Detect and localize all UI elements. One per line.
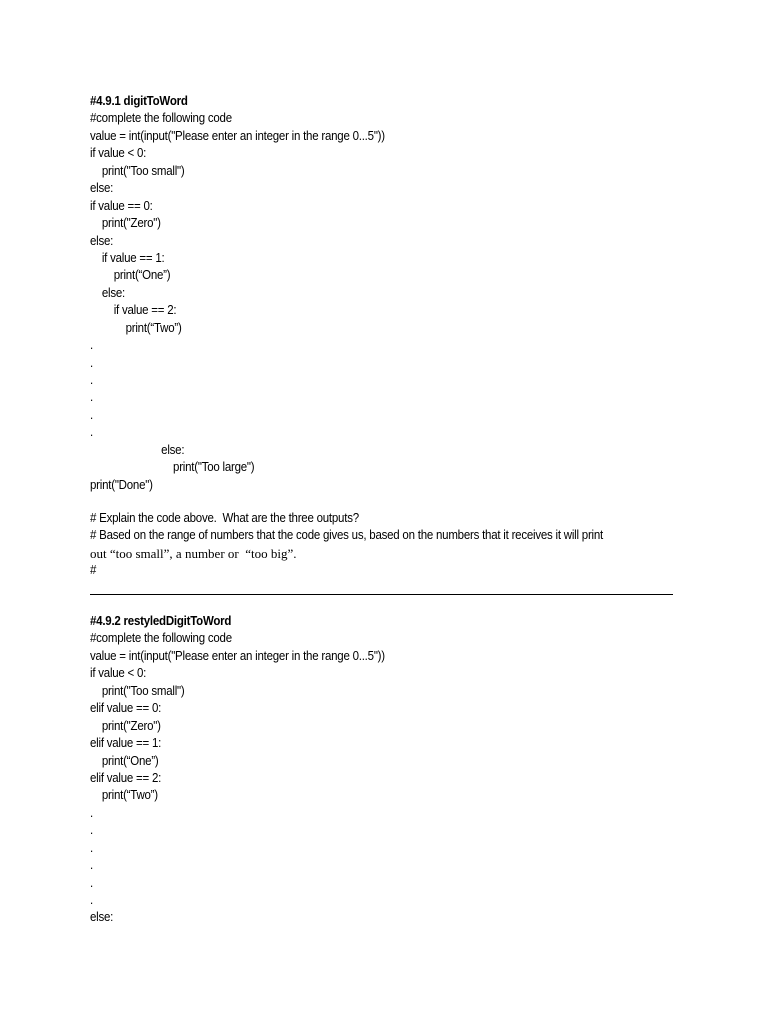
ellipsis-dot: .	[90, 823, 93, 838]
ellipsis-dot: .	[90, 373, 93, 387]
ellipsis-dot: .	[90, 407, 93, 422]
ellipsis-dot: .	[90, 893, 93, 907]
code-line: else:	[90, 910, 114, 925]
code-line: print(“One”)	[90, 753, 159, 768]
section-digit-to-word	[90, 93, 411, 494]
code-line: print(“Two”)	[90, 320, 182, 335]
ellipsis-dot: .	[90, 390, 93, 405]
code-line: print(“One”)	[90, 268, 171, 283]
code-line: if value == 1:	[90, 250, 165, 265]
explanation-answer-line: # Based on the range of numbers that the code gives us, based on the numbers that it receives it will print	[90, 528, 604, 543]
ellipsis-dot: .	[90, 840, 93, 855]
code-line: #complete the following code	[90, 111, 232, 126]
code-line: print("Zero")	[90, 216, 161, 231]
ellipsis-dot: .	[90, 805, 93, 820]
ellipsis-dot: .	[90, 355, 93, 370]
code-line: if value == 2:	[90, 303, 177, 318]
section-heading: #4.9.2 restyledDigitToWord	[90, 614, 232, 628]
code-line: if value < 0:	[90, 666, 147, 681]
horizontal-divider	[90, 594, 673, 595]
code-line: print("Too large")	[90, 460, 255, 475]
ellipsis-dot: .	[90, 875, 93, 890]
code-line: print(“Two”)	[90, 788, 158, 803]
code-line: else:	[90, 181, 114, 196]
code-line: else:	[90, 442, 185, 457]
code-line: else:	[90, 285, 126, 300]
code-line: if value == 0:	[90, 198, 153, 213]
code-line: print("Too small")	[90, 163, 185, 178]
code-line: print("Zero")	[90, 718, 161, 733]
code-line: elif value == 0:	[90, 701, 162, 716]
section-restyled-digit-to-word	[90, 613, 411, 927]
code-line: print("Done")	[90, 477, 153, 492]
code-line: #complete the following code	[90, 631, 232, 646]
code-line: value = int(input("Please enter an integer in the range 0...5"))	[90, 648, 385, 663]
code-line: elif value == 1:	[90, 736, 162, 751]
explanation-question: # Explain the code above. What are the three outputs?	[90, 511, 359, 525]
explanation-answer-line: out “too small”, a number or “too big”.	[90, 545, 297, 561]
ellipsis-dot: .	[90, 858, 93, 873]
code-line: print("Too small")	[90, 683, 185, 698]
explanation-comment: #	[90, 563, 97, 578]
code-line: else:	[90, 233, 114, 248]
explanation-block	[90, 510, 648, 580]
code-line: if value < 0:	[90, 146, 147, 161]
ellipsis-dot: .	[90, 338, 93, 353]
ellipsis-dot: .	[90, 425, 93, 440]
section-heading: #4.9.1 digitToWord	[90, 94, 188, 108]
code-line: value = int(input("Please enter an integer in the range 0...5"))	[90, 128, 385, 143]
code-line: elif value == 2:	[90, 770, 162, 785]
